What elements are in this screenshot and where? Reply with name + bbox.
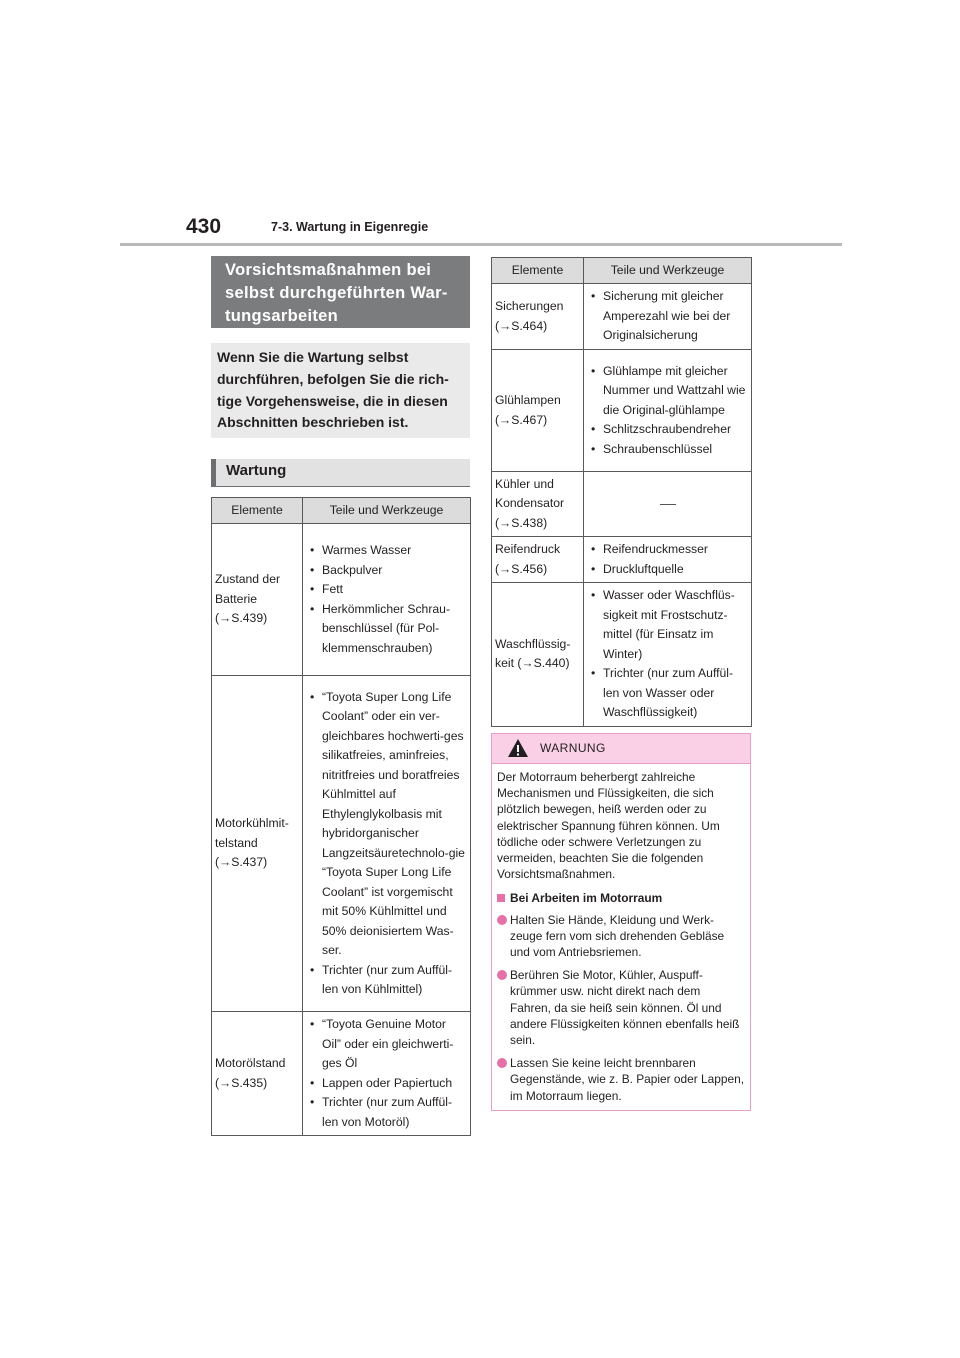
element-line: Zustand der (215, 572, 281, 587)
warning-intro: Der Motorraum beherbergt zahlreiche Mechanismen und Flüssigkeiten, die sich plötzlich bewegen, heiß werden oder zu elektrischer Spannung führen können. Um tödliche oder schwere Verletzungen zu vermeiden, beachten Sie die folgenden Vorsichtsmaßnahmen. (497, 770, 720, 882)
list-item: • Glühlampe mit gleicher Nummer und Wattzahl wie die Original-glühlampe (587, 362, 749, 421)
table-header-row (212, 498, 471, 524)
element-link[interactable]: (→S.456) (495, 561, 548, 576)
list-item: • Trichter (nur zum Auffül-len von Kühlmittel) (306, 961, 468, 1000)
element-line: telstand (215, 835, 258, 850)
row-element (212, 676, 303, 1012)
warning-item (497, 967, 744, 1048)
element-line: Glühlampen (495, 393, 561, 407)
warning-item (497, 1055, 744, 1104)
list-item: • “Toyota Super Long Life Coolant” oder ein ver-gleichbares hochwerti-ges silikatfreies, aminfreies, nitritfreies und boratfreies Kühlmittel auf Ethylenglykolbasis mit hybridorganischer Langzeitsäuretechnolo-gie “Toyota Super Long Life Coolant” ist vorgemischt mit 50% Kühlmittel und 50% deionisiertem Was-ser. (306, 688, 468, 961)
list-item: • “Toyota Genuine Motor Oil” oder ein gleichwerti-ges Öl (306, 1015, 468, 1074)
warning-item-text: Halten Sie Hände, Kleidung und Werk-zeuge fern vom sich drehenden Gebläse und vom Antriebsriemen. (510, 912, 725, 960)
list-item: • Herkömmlicher Schrau-benschlüssel (für Pol-klemmenschrauben) (306, 600, 468, 659)
table-row (492, 284, 752, 350)
warning-item-text: Berühren Sie Motor, Kühler, Auspuff-krümmer usw. nicht direkt nach dem Fahren, da sie heiß sein können. Öl und andere Flüssigkeiten können ebenfalls heiß sein. (510, 968, 740, 1048)
row-parts-empty (584, 472, 752, 537)
list-item: • Lappen oder Papiertuch (306, 1074, 468, 1094)
maintenance-table-right (491, 257, 752, 727)
row-element (492, 350, 584, 472)
table-row (212, 524, 471, 676)
element-link[interactable]: (→S.467) (495, 412, 548, 427)
element-line: Sicherungen (495, 299, 564, 313)
table-row (492, 583, 752, 727)
row-element (492, 472, 584, 537)
header-rule (120, 243, 842, 246)
list-item: • Schraubenschlüssel (587, 440, 749, 460)
circle-bullet-icon (497, 1058, 507, 1068)
row-parts (584, 284, 752, 350)
row-element (212, 1012, 303, 1136)
table-row (212, 1012, 471, 1136)
list-item: • Schlitzschraubendreher (587, 420, 749, 440)
row-element (212, 524, 303, 676)
table-row (212, 676, 471, 1012)
element-line: Kühler und (495, 476, 554, 491)
circle-bullet-icon (497, 970, 507, 980)
element-link[interactable]: (→S.464) (495, 318, 548, 333)
page-number: 430 (186, 215, 222, 238)
section-title: Vorsichtsmaßnahmen bei selbst durchgeführten War-tungsarbeiten (211, 256, 470, 328)
row-parts (584, 350, 752, 472)
row-parts (303, 676, 471, 1012)
list-item: • Trichter (nur zum Auffül-len von Motoröl) (306, 1093, 468, 1132)
warning-item-text: Lassen Sie keine leicht brennbaren Gegenstände, wie z. B. Papier oder Lappen, im Motorraum liegen. (510, 1056, 745, 1103)
element-link[interactable]: (→S.438) (495, 515, 548, 530)
element-line: Reifendruck (495, 542, 561, 556)
column-header-elements: Elemente (212, 498, 303, 524)
element-link[interactable]: (→S.435) (215, 1075, 268, 1090)
warning-header (492, 734, 750, 764)
warning-triangle-icon (507, 738, 529, 758)
subsection-title: Wartung (211, 459, 470, 487)
square-bullet-icon (497, 894, 505, 902)
warning-item (497, 912, 744, 961)
table-row (492, 350, 752, 472)
maintenance-table-left (211, 497, 471, 1136)
row-parts (584, 583, 752, 727)
element-link[interactable]: (→S.437) (215, 855, 268, 870)
list-item: • Druckluftquelle (587, 560, 749, 580)
table-header-row (492, 258, 752, 284)
warning-subheading-text: Bei Arbeiten im Motorraum (510, 891, 663, 906)
element-line: Kondensator (495, 496, 565, 511)
list-item: • Sicherung mit gleicher Amperezahl wie bei der Originalsicherung (587, 287, 749, 346)
element-line: Motorölstand (215, 1056, 286, 1070)
intro-box: Wenn Sie die Wartung selbst durchführen, befolgen Sie die rich-tige Vorgehensweise, die in diesen Abschnitten beschrieben ist. (211, 343, 470, 438)
row-parts (303, 1012, 471, 1136)
list-item: • Warmes Wasser (306, 541, 468, 561)
element-line: Batterie (215, 591, 258, 606)
column-header-parts: Teile und Werkzeuge (584, 258, 752, 284)
chapter-heading: 7-3. Wartung in Eigenregie (271, 220, 429, 234)
warning-subheading (497, 890, 744, 906)
column-header-elements: Elemente (492, 258, 584, 284)
list-item: • Wasser oder Waschflüs-sigkeit mit Frostschutz-mittel (für Einsatz im Winter) (587, 586, 749, 664)
table-row (492, 472, 752, 537)
list-item: • Trichter (nur zum Auffül-len von Wasser oder Waschflüssigkeit) (587, 664, 749, 723)
circle-bullet-icon (497, 915, 507, 925)
warning-body (492, 764, 750, 1104)
row-parts (303, 524, 471, 676)
table-row (492, 537, 752, 583)
list-item: • Backpulver (306, 561, 468, 581)
element-link[interactable]: (→S.439) (215, 611, 268, 626)
row-parts (584, 537, 752, 583)
column-header-parts: Teile und Werkzeuge (303, 498, 471, 524)
empty-dash (660, 504, 676, 505)
element-line: Motorkühlmit- (215, 816, 289, 831)
row-element (492, 284, 584, 350)
element-line: Waschflüssig- (495, 636, 571, 651)
list-item: • Reifendruckmesser (587, 540, 749, 560)
element-link[interactable]: keit (→S.440) (495, 656, 570, 671)
row-element (492, 583, 584, 727)
warning-box (491, 733, 751, 1111)
warning-title: WARNUNG (540, 741, 606, 755)
list-item: • Fett (306, 580, 468, 600)
row-element (492, 537, 584, 583)
